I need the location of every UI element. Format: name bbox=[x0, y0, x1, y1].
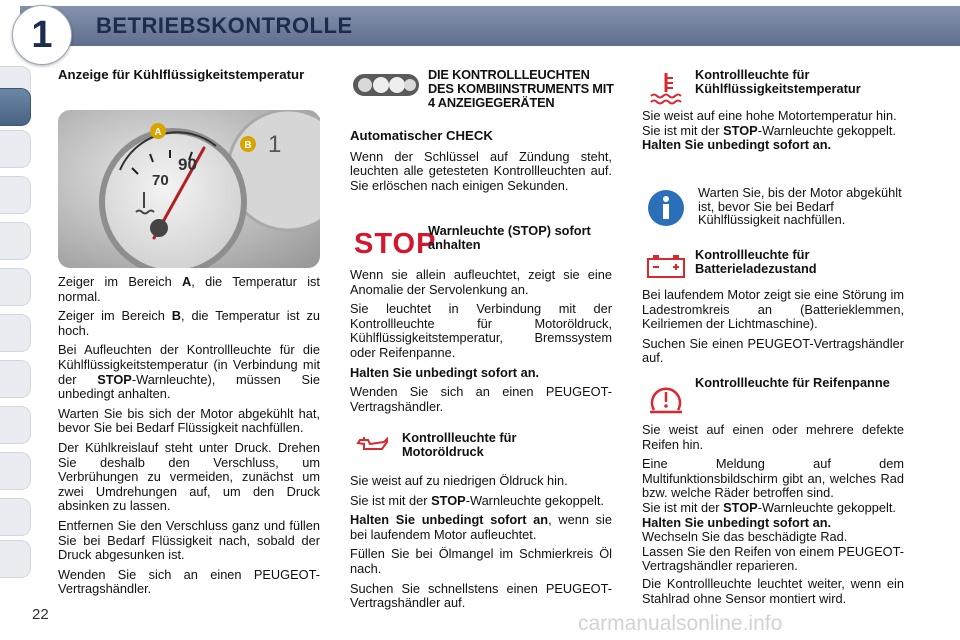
gauge-number-90: 90 bbox=[178, 155, 197, 174]
paragraph: Sie ist mit der STOP-Warnleuchte gekoppelt. bbox=[642, 122, 896, 138]
page-header bbox=[0, 0, 960, 58]
instrument-cluster-icon bbox=[352, 72, 420, 98]
paragraph: Wenden Sie sich an einen PEUGEOT-Vertragshändler. bbox=[350, 384, 612, 414]
section-stop-warning bbox=[350, 268, 612, 419]
section-coolant-temperature bbox=[642, 109, 904, 158]
paragraph: Halten Sie unbedingt sofort an. bbox=[350, 364, 540, 380]
page-title: BETRIEBSKONTROLLE bbox=[96, 13, 353, 38]
gauge-number-70: 70 bbox=[152, 172, 169, 189]
page-number: 22 bbox=[32, 606, 49, 623]
chapter-tab[interactable] bbox=[0, 452, 31, 490]
column-coolant-gauge-text bbox=[58, 275, 320, 602]
paragraph: Der Kühlkreislauf steht unter Druck. Drehen Sie deshalb den Verschluss, um Verbrühungen zu vermeiden, zunächst um zwei Umdrehungen auf, um den Druck absinken zu lassen. bbox=[58, 439, 320, 514]
gauge-number-1: 1 bbox=[268, 131, 282, 158]
section-title-warning-lights: DIE KONTROLLLEUCHTEN DES KOMBIINSTRUMENTS MIT 4 ANZEIGEGERÄTEN bbox=[428, 67, 614, 110]
section-oil-pressure bbox=[350, 474, 612, 616]
paragraph: Bei Aufleuchten der Kontrollleuchte für die Kühlflüssigkeitstemperatur (in Verbindung mit der STOP-Warnleuchte), müssen Sie unbedingt anhalten. bbox=[58, 342, 320, 402]
chapter-tab[interactable] bbox=[0, 222, 31, 260]
section-title-coolant-gauge: Anzeige für Kühlflüssigkeitstemperatur bbox=[58, 67, 305, 82]
auto-check-title: Automatischer CHECK bbox=[350, 128, 493, 143]
paragraph: Wechseln Sie das beschädigte Rad. bbox=[642, 529, 848, 545]
coolant-temperature-title: Kontrollleuchte für Kühlflüssigkeitstemperatur bbox=[695, 67, 861, 96]
paragraph: Halten Sie unbedingt sofort an. bbox=[642, 514, 832, 530]
paragraph: Sie ist mit der STOP-Warnleuchte gekoppelt. bbox=[642, 499, 896, 515]
paragraph: Halten Sie unbedingt sofort an, wenn sie bei laufendem Motor aufleuchtet. bbox=[350, 512, 612, 542]
section-battery bbox=[642, 288, 904, 371]
paragraph: Bei laufendem Motor zeigt sie eine Störung im Ladestromkreis an (Batterieklemmen, Keilriemen der Lichtmaschine). bbox=[642, 287, 904, 332]
stop-warning-icon: STOP bbox=[354, 228, 437, 260]
chapter-tab[interactable] bbox=[0, 360, 31, 398]
chapter-tab[interactable] bbox=[0, 498, 31, 536]
info-icon bbox=[646, 188, 686, 228]
paragraph: Zeiger im Bereich B, die Temperatur ist zu hoch. bbox=[58, 308, 320, 338]
paragraph: Sie weist auf eine hohe Motortemperatur hin. bbox=[642, 108, 897, 123]
chapter-tab[interactable] bbox=[0, 176, 31, 214]
paragraph: Sie ist mit der STOP-Warnleuchte gekoppelt. bbox=[350, 492, 604, 508]
paragraph: Lassen Sie den Reifen von einem PEUGEOT-Vertragshändler reparieren. bbox=[642, 543, 904, 574]
paragraph: Sie weist auf zu niedrigen Öldruck hin. bbox=[350, 473, 568, 488]
paragraph: Sie leuchtet in Verbindung mit der Kontrollleuchte für Motoröldruck, Kühlflüssigkeitstemperatur, Bremssystem oder Reifenpanne. bbox=[350, 301, 612, 360]
paragraph: Halten Sie unbedingt sofort an. bbox=[642, 137, 832, 153]
tyre-puncture-icon bbox=[648, 384, 684, 418]
section-auto-check bbox=[350, 129, 612, 198]
chapter-tab[interactable] bbox=[0, 268, 31, 306]
chapter-tab[interactable] bbox=[0, 314, 31, 352]
paragraph: Entfernen Sie den Verschluss ganz und füllen Sie bei Bedarf Flüssigkeit nach, sobald der Druck abgesunken ist. bbox=[58, 517, 320, 563]
paragraph: Eine Meldung auf dem Multifunktionsbildschirm gibt an, welches Rad bzw. welche Räder betroffen sind. bbox=[642, 456, 904, 501]
battery-icon bbox=[646, 253, 686, 279]
paragraph: Wenden Sie sich an einen PEUGEOT-Vertragshändler. bbox=[58, 566, 320, 597]
watermark: carmanualsonline.info bbox=[578, 612, 783, 635]
stop-warning-title: Warnleuchte (STOP) sofort anhalten bbox=[428, 223, 591, 252]
oil-pressure-title: Kontrollleuchte für Motoröldruck bbox=[402, 430, 517, 459]
gauge-label-a: A bbox=[154, 127, 162, 138]
battery-title: Kontrollleuchte für Batterieladezustand bbox=[695, 247, 817, 276]
section-tyre-puncture bbox=[642, 423, 904, 611]
paragraph: Füllen Sie bei Ölmangel im Schmierkreis Öl nach. bbox=[350, 546, 612, 576]
paragraph: Wenn sie allein aufleuchtet, zeigt sie eine Anomalie der Servolenkung an. bbox=[350, 267, 612, 297]
oil-can-icon bbox=[356, 434, 390, 452]
chapter-tabs bbox=[0, 66, 34, 576]
paragraph: Suchen Sie einen PEUGEOT-Vertragshändler auf. bbox=[642, 335, 904, 366]
chapter-tab[interactable] bbox=[0, 540, 31, 578]
paragraph: Die Kontrollleuchte leuchtet weiter, wenn ein Stahlrad ohne Sensor montiert wird. bbox=[642, 575, 904, 606]
paragraph: Warten Sie bis sich der Motor abgekühlt hat, bevor Sie bei Bedarf Flüssigkeit nachfüllen. bbox=[58, 405, 320, 436]
paragraph: Wenn der Schlüssel auf Zündung steht, leuchten alle getesteten Kontrollleuchten auf. Sie erlöschen nach einigen Sekunden. bbox=[350, 148, 612, 193]
chapter-number-badge: 1 bbox=[12, 5, 72, 65]
tyre-puncture-title: Kontrollleuchte für Reifenpanne bbox=[695, 375, 890, 390]
info-note: Warten Sie, bis der Motor abgekühlt ist, bevor Sie bei Bedarf Kühlflüssigkeit nachfüllen. bbox=[698, 185, 902, 228]
paragraph: Sie weist auf einen oder mehrere defekte Reifen hin. bbox=[642, 422, 904, 452]
column-coolant-gauge bbox=[58, 68, 320, 83]
coolant-gauge-illustration bbox=[58, 110, 320, 268]
gauge-label-b: B bbox=[244, 140, 252, 151]
chapter-tab[interactable] bbox=[0, 130, 31, 168]
chapter-tab-active[interactable] bbox=[0, 88, 31, 126]
coolant-temperature-icon bbox=[648, 70, 684, 106]
paragraph: Suchen Sie schnellstens einen PEUGEOT-Vertragshändler auf. bbox=[350, 580, 612, 611]
chapter-tab[interactable] bbox=[0, 406, 31, 444]
paragraph: Zeiger im Bereich A, die Temperatur ist normal. bbox=[58, 274, 320, 304]
